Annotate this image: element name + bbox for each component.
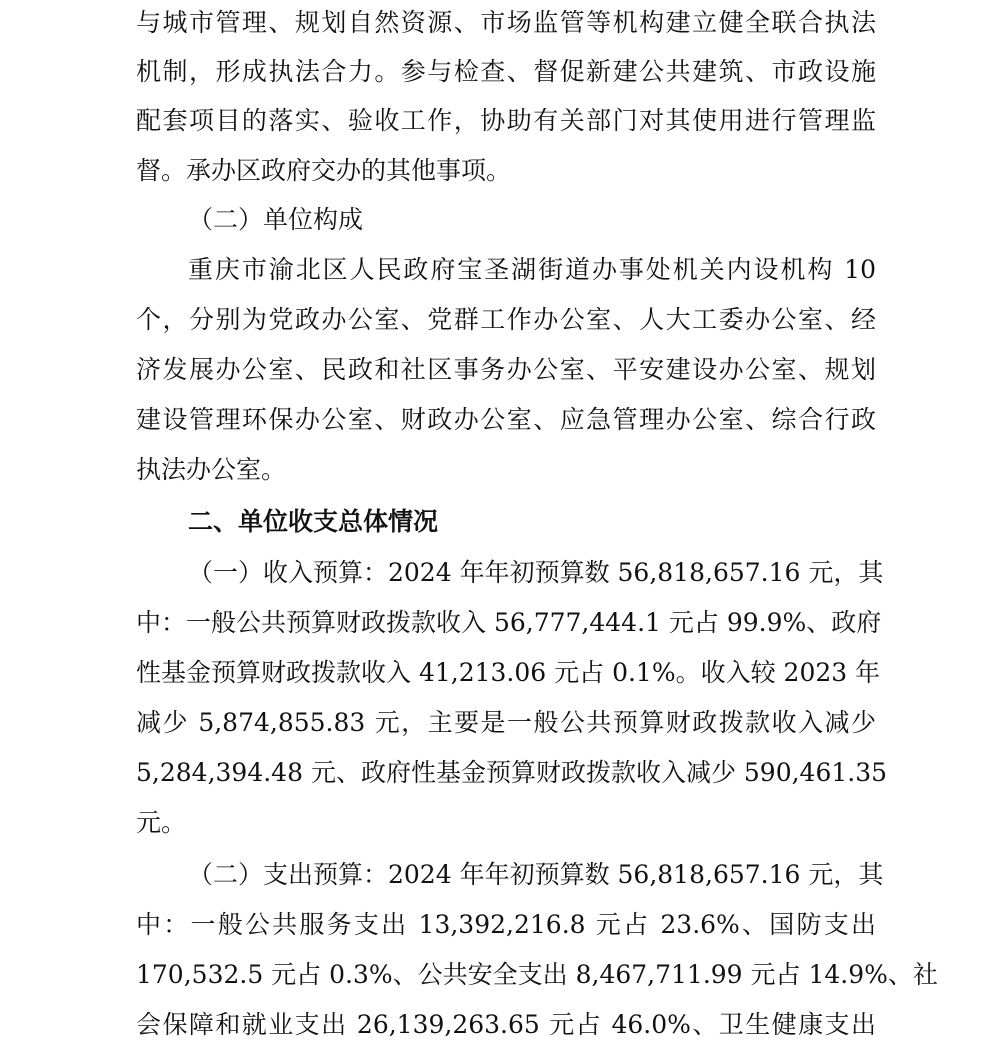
paragraph-line: 会保障和就业支出 26,139,263.65 元占 46.0%、卫生健康支出 — [136, 1010, 876, 1039]
paragraph-line: 配套项目的落实、验收工作，协助有关部门对其使用进行管理监 — [136, 106, 876, 135]
paragraph-line: 性基金预算财政拨款收入 41,213.06 元占 0.1%。收入较 2023 年 — [136, 658, 881, 687]
paragraph-line: 170,532.5 元占 0.3%、公共安全支出 8,467,711.99 元占 14.9%、社 — [136, 960, 938, 989]
paragraph-line: 执法办公室。 — [136, 455, 287, 484]
paragraph-line: 个，分别为党政办公室、党群工作办公室、人大工委办公室、经 — [136, 305, 876, 334]
paragraph-line: 中：一般公共服务支出 13,392,216.8 元占 23.6%、国防支出 — [136, 910, 876, 939]
paragraph-line: （一）收入预算：2024 年年初预算数 56,818,657.16 元，其 — [188, 558, 884, 587]
paragraph-line: 重庆市渝北区人民政府宝圣湖街道办事处机关内设机构 10 — [188, 255, 876, 284]
paragraph-line: 5,284,394.48 元、政府性基金预算财政拨款收入减少 590,461.35 — [136, 758, 888, 787]
paragraph-line: 元。 — [136, 808, 187, 837]
section-heading: 二、单位收支总体情况 — [188, 507, 439, 536]
paragraph-line: 减少 5,874,855.83 元，主要是一般公共预算财政拨款收入减少 — [136, 708, 876, 737]
paragraph-line: （二）支出预算：2024 年年初预算数 56,818,657.16 元，其 — [188, 860, 884, 889]
paragraph-line: 与城市管理、规划自然资源、市场监管等机构建立健全联合执法 — [136, 8, 876, 37]
paragraph-line: 机制，形成执法合力。参与检查、督促新建公共建筑、市政设施 — [136, 57, 876, 86]
paragraph-line: 济发展办公室、民政和社区事务办公室、平安建设办公室、规划 — [136, 355, 876, 384]
paragraph-line: 督。承办区政府交办的其他事项。 — [136, 156, 512, 185]
paragraph-line: 建设管理环保办公室、财政办公室、应急管理办公室、综合行政 — [136, 405, 876, 434]
subheading-composition: （二）单位构成 — [188, 205, 364, 234]
paragraph-line: 中：一般公共预算财政拨款收入 56,777,444.1 元占 99.9%、政府 — [136, 608, 882, 637]
